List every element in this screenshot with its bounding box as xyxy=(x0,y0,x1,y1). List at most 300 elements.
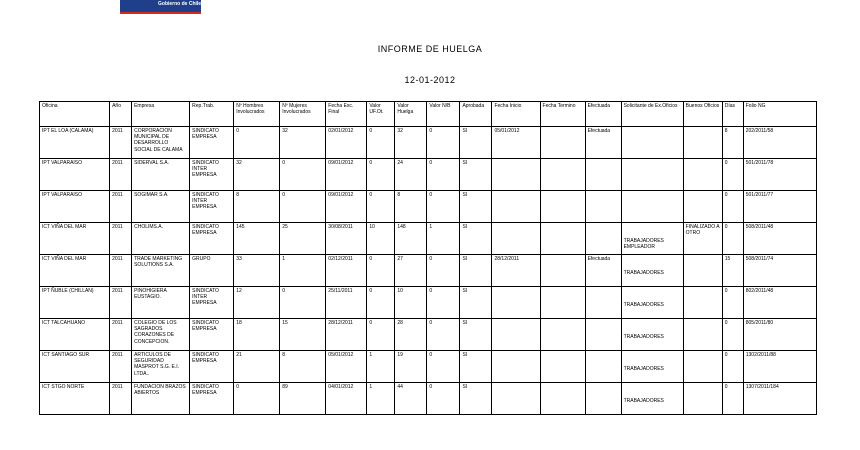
cell-text: 802/2011/48 xyxy=(745,288,774,294)
table-cell xyxy=(743,351,816,383)
cell-text: Efectuada xyxy=(587,256,611,262)
table-cell xyxy=(110,191,132,223)
table-cell xyxy=(427,319,460,351)
table-cell xyxy=(40,319,110,351)
cell-text: 05/01/2012 xyxy=(494,128,520,134)
cell-text: 2011 xyxy=(112,256,123,262)
cell-text: 0 xyxy=(369,192,373,198)
table-cell xyxy=(132,191,190,223)
column-header: Valor N/B xyxy=(427,102,460,127)
table-cell xyxy=(367,383,395,415)
table-cell xyxy=(427,127,460,159)
table-cell xyxy=(492,351,540,383)
table-cell xyxy=(683,191,722,223)
report-title: INFORME DE HUELGA xyxy=(377,44,483,54)
table-cell xyxy=(743,383,816,415)
table-cell xyxy=(234,159,280,191)
table-cell xyxy=(683,351,722,383)
cell-text: 0 xyxy=(429,384,433,390)
table-row xyxy=(40,383,817,415)
table-cell xyxy=(40,287,110,319)
cell-text: 508/2011/48 xyxy=(745,224,774,230)
cell-text: 15 xyxy=(724,256,731,262)
table-cell xyxy=(190,383,234,415)
cell-text: 2011 xyxy=(112,288,123,294)
table-cell xyxy=(132,159,190,191)
cell-text: 2011 xyxy=(112,320,123,326)
table-cell xyxy=(367,351,395,383)
cell-text: 25/11/2011 xyxy=(328,288,353,294)
table-cell xyxy=(427,351,460,383)
cell-text: 02/01/2012 xyxy=(328,128,354,134)
table-cell xyxy=(280,223,326,255)
cell-text: IPT EL LOA (CALAMA) xyxy=(42,128,94,134)
cell-text: 0 xyxy=(282,160,286,166)
table-cell xyxy=(234,223,280,255)
table-cell xyxy=(234,191,280,223)
table-cell xyxy=(460,319,492,351)
cell-text: 0 xyxy=(429,352,433,358)
table-cell xyxy=(585,383,621,415)
column-header: Solicitante de Ex.Oficios xyxy=(621,102,683,127)
table-cell xyxy=(280,127,326,159)
cell-text: 0 xyxy=(429,192,433,198)
column-header: Días xyxy=(722,102,743,127)
column-header: Efectuada xyxy=(585,102,621,127)
table-cell xyxy=(280,191,326,223)
cell-text: 32 xyxy=(397,128,403,134)
table-cell xyxy=(585,319,621,351)
cell-text: IPT VALPARAISO xyxy=(42,160,83,166)
cell-text: 28 xyxy=(397,320,403,326)
table-cell xyxy=(132,383,190,415)
cell-text: 18 xyxy=(236,320,242,326)
cell-text: 05/01/2012 xyxy=(328,352,354,358)
table-cell xyxy=(367,319,395,351)
cell-text: 0 xyxy=(724,288,728,294)
table-cell xyxy=(40,159,110,191)
column-header: Rep.Trab. xyxy=(190,102,234,127)
cell-text: ICT TALCAHUANO xyxy=(42,320,86,326)
cell-text: 8 xyxy=(282,352,286,358)
table-cell xyxy=(540,383,585,415)
table-cell xyxy=(683,223,722,255)
table-cell xyxy=(110,351,132,383)
cell-text: 0 xyxy=(429,160,433,166)
cell-text: SI xyxy=(462,224,468,230)
table-cell xyxy=(367,159,395,191)
cell-text: 27 xyxy=(397,256,403,262)
table-cell xyxy=(427,191,460,223)
table-cell xyxy=(460,255,492,287)
table-cell xyxy=(683,159,722,191)
cell-text: 0 xyxy=(369,320,373,326)
table-cell xyxy=(280,159,326,191)
table-cell xyxy=(585,287,621,319)
table-cell xyxy=(395,383,427,415)
table-cell xyxy=(743,191,816,223)
table-cell xyxy=(743,319,816,351)
table-cell xyxy=(683,319,722,351)
table-cell xyxy=(540,255,585,287)
column-header: Fecha Termino xyxy=(540,102,585,127)
table-cell xyxy=(621,319,683,351)
cell-text: GRUPO xyxy=(192,256,211,262)
cell-text: SI xyxy=(462,352,468,358)
cell-text: 0 xyxy=(282,288,286,294)
table-cell xyxy=(722,319,743,351)
cell-text: SINDICATO EMPRESA xyxy=(192,224,219,237)
logo-red-strip xyxy=(120,12,201,14)
table-row xyxy=(40,255,817,287)
table-cell xyxy=(110,287,132,319)
table-cell xyxy=(395,351,427,383)
cell-text: 1302/2011/88 xyxy=(745,352,776,358)
cell-text: 2011 xyxy=(112,352,123,358)
table-cell xyxy=(132,255,190,287)
table-cell xyxy=(234,383,280,415)
table-cell xyxy=(492,383,540,415)
strike-report-table xyxy=(39,101,817,415)
table-row xyxy=(40,159,817,191)
table-cell xyxy=(540,223,585,255)
table-row xyxy=(40,351,817,383)
table-cell xyxy=(395,319,427,351)
cell-text: SI xyxy=(462,256,468,262)
table-cell xyxy=(395,223,427,255)
table-row xyxy=(40,127,817,159)
cell-text: 8 xyxy=(724,128,728,134)
cell-text: TRABAJADORES xyxy=(623,398,664,404)
cell-text: 0 xyxy=(369,256,373,262)
cell-text: 501/2011/77 xyxy=(745,192,774,198)
cell-text: 2011 xyxy=(112,224,123,230)
table-cell xyxy=(540,191,585,223)
cell-text: TRADE MARKETING SOLUTIONS S.A. xyxy=(134,256,183,269)
table-cell xyxy=(326,191,367,223)
table-cell xyxy=(110,127,132,159)
table-cell xyxy=(234,287,280,319)
cell-text: 44 xyxy=(397,384,403,390)
cell-text: 28/12/2011 xyxy=(328,320,353,326)
table-cell xyxy=(492,255,540,287)
cell-text: 2011 xyxy=(112,192,123,198)
table-cell xyxy=(743,159,816,191)
table-cell xyxy=(190,287,234,319)
table-cell xyxy=(427,287,460,319)
table-cell xyxy=(326,319,367,351)
cell-text: SI xyxy=(462,384,468,390)
table-cell xyxy=(326,383,367,415)
cell-text: SI xyxy=(462,288,468,294)
cell-text: SINDICATO EMPRESA xyxy=(192,128,219,141)
cell-text: ICT STGO NORTE xyxy=(42,384,85,390)
table-cell xyxy=(540,351,585,383)
table-cell xyxy=(585,351,621,383)
table-cell xyxy=(585,255,621,287)
table-cell xyxy=(132,287,190,319)
table-cell xyxy=(492,319,540,351)
cell-text: 2011 xyxy=(112,384,123,390)
cell-text: 0 xyxy=(236,128,239,134)
cell-text: 10 xyxy=(369,224,375,230)
cell-text: 1 xyxy=(429,224,433,230)
table-cell xyxy=(427,223,460,255)
cell-text: ICT VIÑA DEL MAR xyxy=(42,256,87,262)
cell-text: FUNDACION BRAZOS ABIERTOS xyxy=(134,384,186,397)
cell-text: SI xyxy=(462,160,468,166)
cell-text: ICT SANTIAGO SUR xyxy=(42,352,90,358)
table-cell xyxy=(621,191,683,223)
cell-text: 145 xyxy=(236,224,245,230)
table-cell xyxy=(234,319,280,351)
table-cell xyxy=(621,383,683,415)
table-cell xyxy=(743,287,816,319)
table-cell xyxy=(460,127,492,159)
table-cell xyxy=(683,287,722,319)
table-cell xyxy=(280,319,326,351)
cell-text: 0 xyxy=(282,192,286,198)
cell-text: COLEGIO DE LOS SAGRADOS CORAZONES DE CONCEPCION. xyxy=(134,320,177,345)
cell-text: 21 xyxy=(236,352,242,358)
table-cell xyxy=(460,159,492,191)
column-header: Fecha Exc. Final xyxy=(326,102,367,127)
cell-text: Efectuada xyxy=(587,128,611,134)
table-cell xyxy=(722,383,743,415)
table-cell xyxy=(367,223,395,255)
table-cell xyxy=(540,159,585,191)
cell-text: FINALIZADO A OTRO xyxy=(685,224,720,237)
cell-text: 04/01/2012 xyxy=(328,384,354,390)
cell-text: TRABAJADORES xyxy=(623,302,664,308)
cell-text: 0 xyxy=(724,192,728,198)
table-cell xyxy=(190,223,234,255)
table-cell xyxy=(326,287,367,319)
cell-text: 0 xyxy=(429,128,433,134)
cell-text: 15 xyxy=(282,320,288,326)
cell-text: SINDICATO EMPRESA xyxy=(192,352,219,365)
table-cell xyxy=(190,159,234,191)
cell-text: 805/2011/80 xyxy=(745,320,774,326)
column-header: Fecha Inicio xyxy=(492,102,540,127)
table-cell xyxy=(492,191,540,223)
table-cell xyxy=(395,127,427,159)
table-cell xyxy=(280,351,326,383)
table-cell xyxy=(367,127,395,159)
cell-text: 09/01/2012 xyxy=(328,160,354,166)
table-cell xyxy=(492,223,540,255)
table-cell xyxy=(743,223,816,255)
cell-text: 1 xyxy=(369,352,373,358)
table-cell xyxy=(326,159,367,191)
table-cell xyxy=(40,351,110,383)
table-cell xyxy=(621,255,683,287)
cell-text: 0 xyxy=(429,320,433,326)
cell-text: 0 xyxy=(724,224,728,230)
table-cell xyxy=(326,127,367,159)
table-cell xyxy=(585,191,621,223)
table-cell xyxy=(460,223,492,255)
cell-text: TRABAJADORES EMPLEADOR xyxy=(623,238,664,251)
cell-text: TRABAJADORES xyxy=(623,366,664,372)
cell-text: 32 xyxy=(236,160,242,166)
table-cell xyxy=(395,159,427,191)
table-cell xyxy=(492,127,540,159)
cell-text: 0 xyxy=(369,288,373,294)
cell-text: 508/2011/74 xyxy=(745,256,774,262)
table-cell xyxy=(683,383,722,415)
table-cell xyxy=(190,319,234,351)
table-cell xyxy=(40,223,110,255)
table-cell xyxy=(132,127,190,159)
table-cell xyxy=(621,287,683,319)
column-header: Nº Hombres Involucrados xyxy=(234,102,280,127)
table-cell xyxy=(110,319,132,351)
cell-text: 32 xyxy=(282,128,288,134)
cell-text: 28/12/2011 xyxy=(494,256,520,262)
table-cell xyxy=(683,127,722,159)
table-cell xyxy=(540,319,585,351)
column-header: Valor Huelga xyxy=(395,102,427,127)
table-cell xyxy=(280,287,326,319)
table-cell xyxy=(234,127,280,159)
cell-text: CHOLIMS.A. xyxy=(134,224,163,230)
logo-text: Gobierno de Chile xyxy=(158,1,201,7)
table-cell xyxy=(621,223,683,255)
cell-text: 501/2011/78 xyxy=(745,160,774,166)
cell-text: 0 xyxy=(724,384,728,390)
table-cell xyxy=(280,383,326,415)
cell-text: 30/08/2011 xyxy=(328,224,353,230)
cell-text: 12 xyxy=(236,288,242,294)
column-header: Oficina xyxy=(40,102,110,127)
cell-text: TRABAJADORES xyxy=(623,270,664,276)
cell-text: SIDERVAL S.A. xyxy=(134,160,170,166)
cell-text: SINDICATO EMPRESA xyxy=(192,320,219,333)
table-row xyxy=(40,223,817,255)
cell-text: SI xyxy=(462,128,468,134)
table-cell xyxy=(621,127,683,159)
table-cell xyxy=(585,159,621,191)
table-cell xyxy=(460,383,492,415)
table-cell xyxy=(585,223,621,255)
table-cell xyxy=(132,319,190,351)
column-header: Aprobada xyxy=(460,102,492,127)
cell-text: 0 xyxy=(724,160,728,166)
cell-text: 2011 xyxy=(112,160,123,166)
table-cell xyxy=(326,223,367,255)
table-cell xyxy=(722,159,743,191)
table-cell xyxy=(110,223,132,255)
table-cell xyxy=(40,127,110,159)
table-cell xyxy=(722,223,743,255)
table-cell xyxy=(280,255,326,287)
table-body xyxy=(40,127,817,415)
table-cell xyxy=(460,191,492,223)
table-cell xyxy=(190,191,234,223)
table-cell xyxy=(743,127,816,159)
table-cell xyxy=(132,351,190,383)
table-cell xyxy=(395,287,427,319)
cell-text: 89 xyxy=(282,384,288,390)
report-date: 12-01-2012 xyxy=(404,75,456,85)
cell-text: SINDICATO INTER EMPRESA xyxy=(192,192,219,211)
cell-text: 0 xyxy=(236,384,239,390)
cell-text: 8 xyxy=(236,192,239,198)
cell-text: 0 xyxy=(429,288,433,294)
table-cell xyxy=(190,255,234,287)
cell-text: CORPORACION MUNICIPAL DE DESARROLLO SOCIAL DE CALAMA xyxy=(134,128,183,153)
table-cell xyxy=(683,255,722,287)
cell-text: 25 xyxy=(282,224,288,230)
cell-text: SI xyxy=(462,192,468,198)
gobierno-logo xyxy=(120,0,201,14)
column-header: Buenos Oficios xyxy=(683,102,722,127)
cell-text: 0 xyxy=(724,352,728,358)
cell-text: TRABAJADORES xyxy=(623,334,664,340)
cell-text: 0 xyxy=(369,160,373,166)
cell-text: 0 xyxy=(369,128,373,134)
table-cell xyxy=(367,287,395,319)
column-header: Folio NG xyxy=(743,102,816,127)
table-cell xyxy=(367,255,395,287)
table-cell xyxy=(326,255,367,287)
cell-text: 1307/2011/184 xyxy=(745,384,779,390)
cell-text: 2011 xyxy=(112,128,123,134)
cell-text: SINDICATO EMPRESA xyxy=(192,384,219,397)
table-cell xyxy=(722,351,743,383)
cell-text: 1 xyxy=(369,384,373,390)
table-cell xyxy=(110,383,132,415)
cell-text: 202/2011/58 xyxy=(745,128,774,134)
table-row xyxy=(40,287,817,319)
table-cell xyxy=(460,287,492,319)
table-cell xyxy=(540,287,585,319)
table-cell xyxy=(234,351,280,383)
cell-text: 19 xyxy=(397,352,403,358)
table-cell xyxy=(743,255,816,287)
table-cell xyxy=(110,255,132,287)
column-header: Nº Mujeres Involucrados xyxy=(280,102,326,127)
table-cell xyxy=(190,351,234,383)
table-cell xyxy=(492,159,540,191)
cell-text: 24 xyxy=(397,160,403,166)
table-cell xyxy=(722,287,743,319)
table-cell xyxy=(722,127,743,159)
table-cell xyxy=(621,351,683,383)
table-cell xyxy=(395,255,427,287)
cell-text: 0 xyxy=(724,320,728,326)
column-header: Año xyxy=(110,102,132,127)
column-header: Valor UF.Ot. xyxy=(367,102,395,127)
table-cell xyxy=(460,351,492,383)
table-cell xyxy=(722,191,743,223)
cell-text: 0 xyxy=(429,256,433,262)
table-cell xyxy=(585,127,621,159)
table-cell xyxy=(40,191,110,223)
table-header-row xyxy=(40,102,817,127)
cell-text: IPT ÑUBLE (CHILLAN) xyxy=(42,288,94,294)
table-cell xyxy=(326,351,367,383)
cell-text: IPT VALPARAISO xyxy=(42,192,83,198)
cell-text: SI xyxy=(462,320,468,326)
table-cell xyxy=(40,255,110,287)
table-cell xyxy=(234,255,280,287)
table-cell xyxy=(132,223,190,255)
table-cell xyxy=(427,159,460,191)
table-cell xyxy=(621,159,683,191)
table-cell xyxy=(190,127,234,159)
